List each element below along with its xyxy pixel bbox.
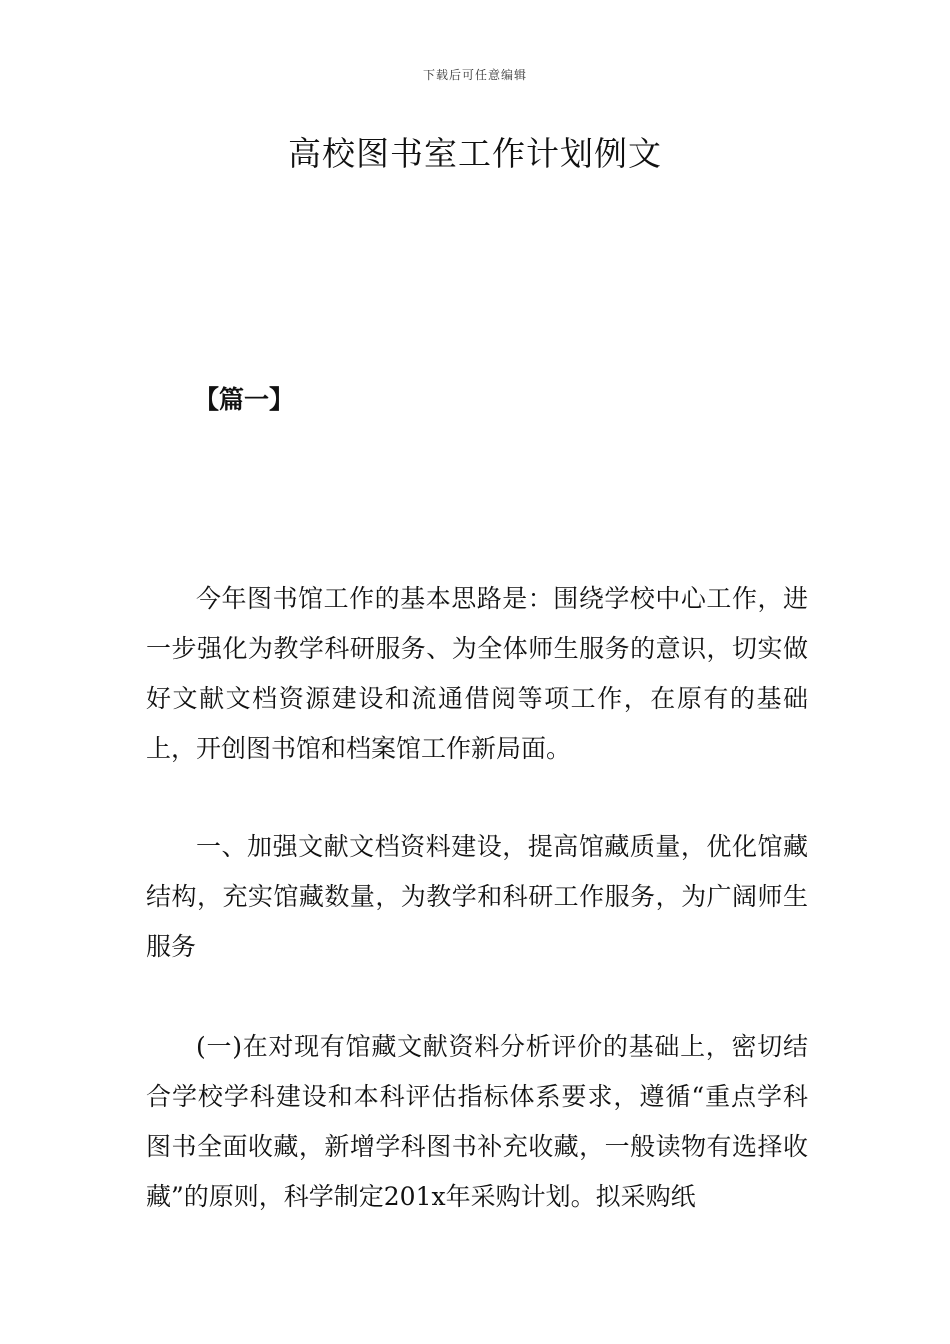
paragraph-item-one: (一)在对现有馆藏文献资料分析评价的基础上，密切结合学校学科建设和本科评估指标体系要求，遵循“重点学科图书全面收藏，新增学科图书补充收藏，一般读物有选择收藏”的原则，科学制定201x年采购计划。拟采购纸 [146,1032,808,1211]
section-label: 【篇一】 [194,385,295,414]
paragraph-intro: 今年图书馆工作的基本思路是：围绕学校中心工作，进一步强化为教学科研服务、为全体师生服务的意识，切实做好文献文档资源建设和流通借阅等项工作，在原有的基础上，开创图书馆和档案馆工作新局面。 [146,584,808,763]
header-note: 下载后可任意编辑 [422,68,527,82]
paragraph-heading-one: 一、加强文献文档资料建设，提高馆藏质量，优化馆藏结构，充实馆藏数量，为教学和科研工作服务，为广阔师生服务 [146,832,808,961]
page-title: 高校图书室工作计划例文 [288,134,662,173]
